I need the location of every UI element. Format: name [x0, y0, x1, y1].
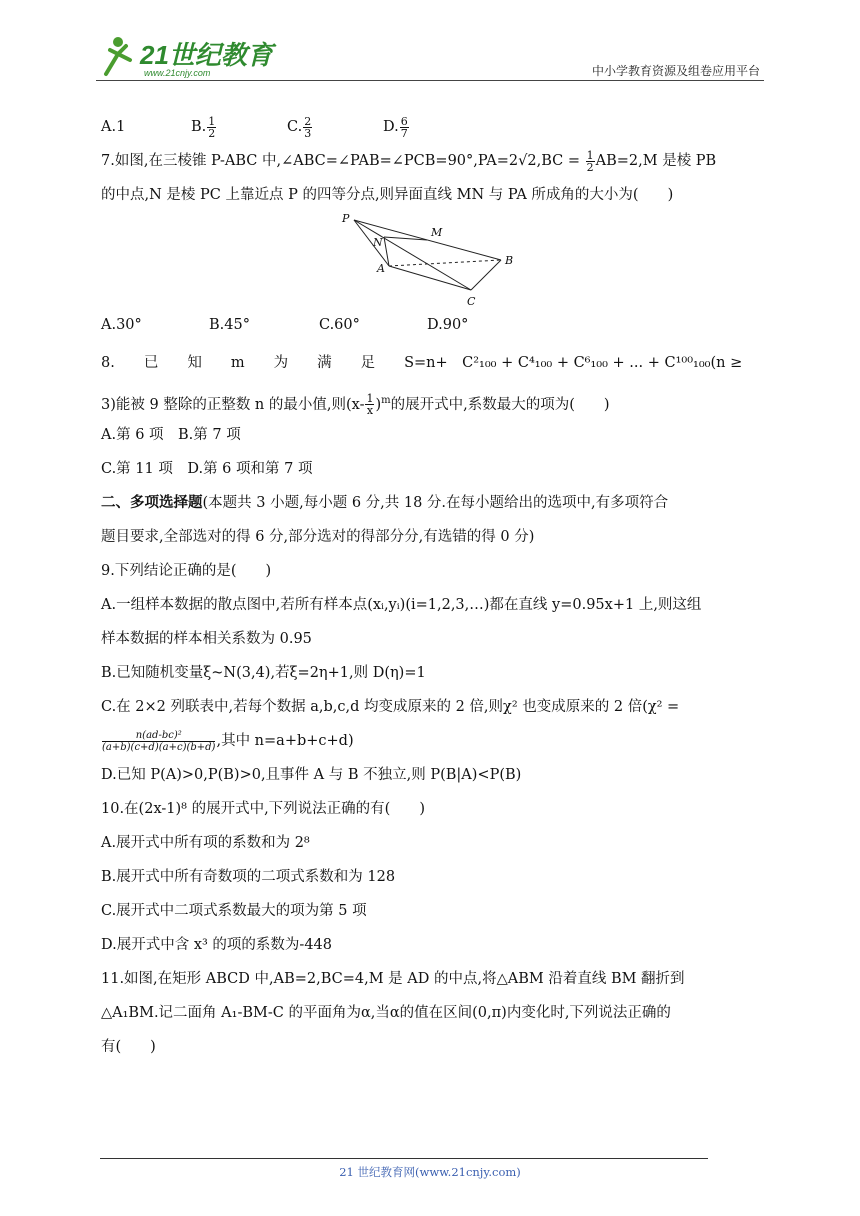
- q8-line-1: 8. 已 知 m 为 满 足 S=n+ C²₁₀₀ + C⁴₁₀₀ + C⁶₁₀₀ + ... + C¹⁰⁰₁₀₀(n ≥: [101, 355, 743, 371]
- section-2-line-1: 二、多项选择题(本题共 3 小题,每小题 6 分,共 18 分.在每小题给出的选项中,有多项符合: [101, 494, 669, 511]
- footer-text[interactable]: 21 世纪教育网(www.21cnjy.com): [339, 1165, 521, 1179]
- q9-stem: 9.下列结论正确的是( ): [101, 563, 272, 579]
- label-b: B: [505, 254, 514, 267]
- q9-option-b: B.已知随机变量ξ~N(3,4),若ξ=2η+1,则 D(η)=1: [101, 665, 426, 681]
- q7-option-d: D.90°: [427, 317, 469, 333]
- q9-option-c-line-2: $\frac{\text{n(ad-bc)²}}{(a+b)(c+d)(a+c)(b+d)}$ ,其中 n=a+b+c+d): [102, 729, 354, 753]
- q9-option-c-line-1: C.在 2×2 列联表中,若每个数据 a,b,c,d 均变成原来的 2 倍,则χ² 也变成原来的 2 倍(χ² =: [101, 699, 680, 715]
- q7-fraction: $\frac{1}{2}$: [586, 148, 594, 174]
- q9-option-a-line-1: A.一组样本数据的散点图中,若所有样本点(xᵢ,yᵢ)(i=1,2,3,…)都在直线 y=0.95x+1 上,则这组: [101, 597, 702, 613]
- q9-option-a-line-2: 样本数据的样本相关系数为 0.95: [101, 631, 312, 647]
- label-n: N: [373, 236, 383, 249]
- header-divider: [96, 80, 764, 81]
- q11-line-2: △A₁BM.记二面角 A₁-BM-C 的平面角为α,当α的值在区间(0,π)内变化时,下列说法正确的: [101, 1005, 671, 1021]
- q7-line-2: 的中点,N 是棱 PC 上靠近点 P 的四等分点,则异面直线 MN 与 PA 所成角的大小为( ): [101, 187, 674, 203]
- q7-figure: [101, 212, 761, 308]
- logo-url: www.21cnjy.com: [144, 68, 211, 78]
- q10-option-d: D.展开式中含 x³ 的项的系数为-448: [101, 937, 333, 953]
- q6-option-b: B. $\frac{1}{2}$: [191, 114, 216, 140]
- q7-options: [101, 308, 761, 342]
- q8-line-2: 3)能被 9 整除的正整数 n 的最小值,则(x- $\frac{1}{x}$ )$^m$的展开式中,系数最大的项为( ): [101, 392, 610, 418]
- q10-option-b: B.展开式中所有奇数项的二项式系数和为 128: [101, 869, 396, 885]
- q6-option-a: A.1: [101, 119, 126, 135]
- q7-option-c: C.60°: [319, 317, 360, 333]
- q10-option-a: A.展开式中所有项的系数和为 2⁸: [101, 835, 310, 851]
- label-a: A: [377, 262, 385, 275]
- q6-option-d: D. $\frac{6}{7}$: [383, 114, 408, 140]
- logo-text: 21世纪教育: [140, 40, 273, 70]
- section-2-title: 二、多项选择题: [101, 494, 203, 511]
- label-m: M: [431, 226, 443, 239]
- site-logo: [96, 34, 273, 78]
- q7-line-1: 7.如图,在三棱锥 P-ABC 中,∠ABC=∠PAB=∠PCB=90°,PA=2√2,BC = $\frac{1}{2}$ AB=2,M 是棱 PB: [101, 148, 717, 174]
- q8-options-1: A.第 6 项 B.第 7 项: [101, 427, 241, 443]
- q6-option-c: C. $\frac{2}{3}$: [287, 114, 312, 140]
- q11-line-3: 有( ): [101, 1039, 156, 1055]
- footer-divider: [100, 1158, 708, 1159]
- q10-stem: 10.在(2x-1)⁸ 的展开式中,下列说法正确的有( ): [101, 801, 425, 817]
- q9-option-d: D.已知 P(A)>0,P(B)>0,且事件 A 与 B 不独立,则 P(B|A)<P(B): [101, 767, 522, 783]
- tetrahedron-diagram: [339, 212, 529, 308]
- q7-option-a: A.30°: [101, 317, 142, 333]
- q10-option-c: C.展开式中二项式系数最大的项为第 5 项: [101, 903, 367, 919]
- q6-options: [101, 110, 761, 144]
- label-c: C: [467, 295, 476, 308]
- header-platform-text: 中小学教育资源及组卷应用平台: [591, 64, 760, 78]
- section-2-line-2: 题目要求,全部选对的得 6 分,部分选对的得部分分,有选错的得 0 分): [101, 529, 535, 545]
- q11-line-1: 11.如图,在矩形 ABCD 中,AB=2,BC=4,M 是 AD 的中点,将△ABM 沿着直线 BM 翻折到: [101, 971, 685, 987]
- q7-option-b: B.45°: [209, 317, 250, 333]
- label-p: P: [342, 212, 350, 225]
- document-body: [101, 110, 761, 1064]
- q8-options-2: C.第 11 项 D.第 6 项和第 7 项: [101, 461, 313, 477]
